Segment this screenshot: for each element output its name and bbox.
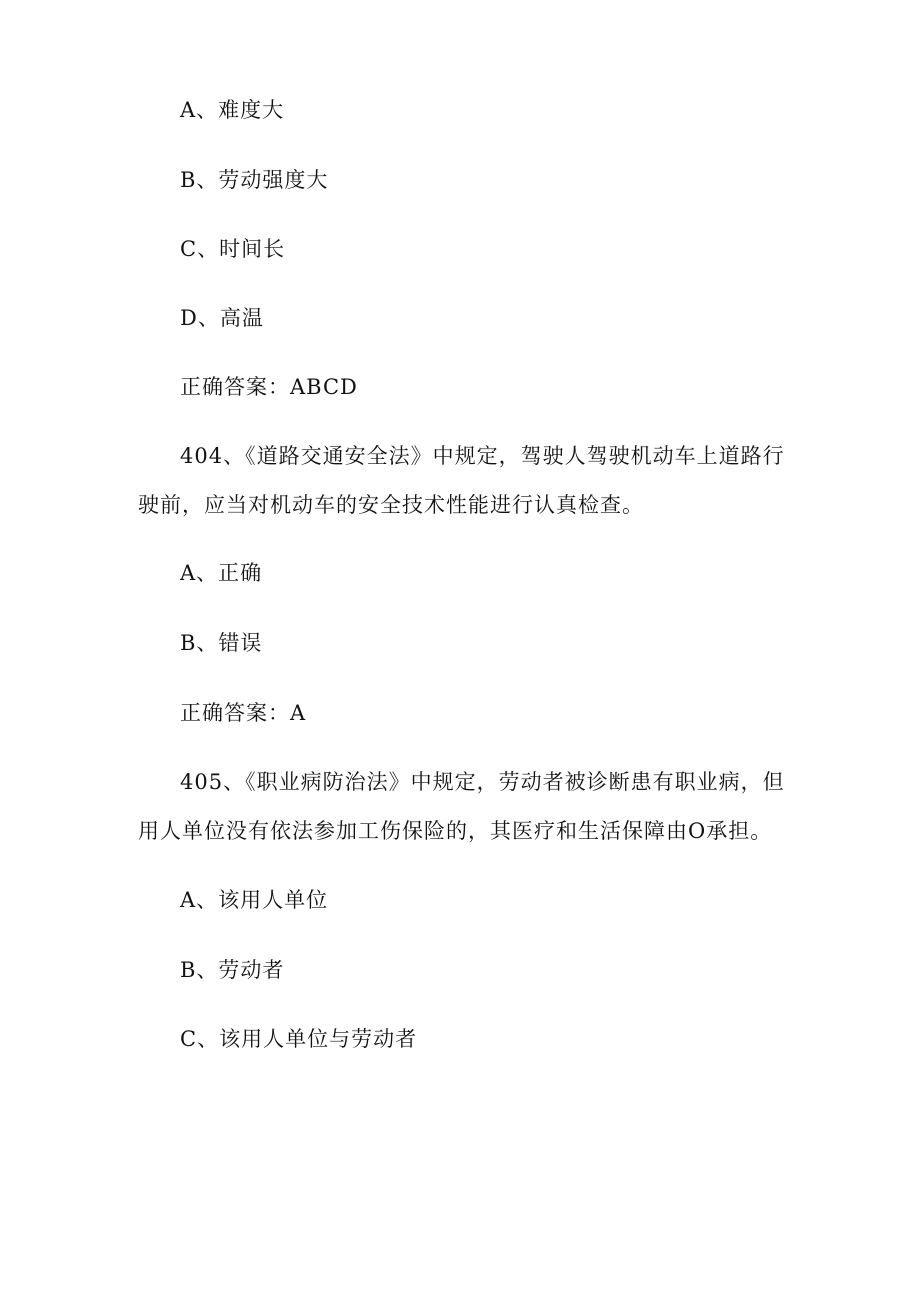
option-a: A、正确 <box>180 561 263 585</box>
question-text-line-1: 404、《道路交通安全法》中规定，驾驶人驾驶机动车上道路行 <box>180 444 785 468</box>
option-c: C、该用人单位与劳动者 <box>180 1027 418 1051</box>
option-b: B、劳动者 <box>180 958 285 982</box>
option-c: C、时间长 <box>180 237 286 261</box>
correct-answer: 正确答案：ABCD <box>180 375 358 399</box>
question-text-line-2: 用人单位没有依法参加工伤保险的，其医疗和生活保障由O承担。 <box>138 819 773 843</box>
option-b: B、劳动强度大 <box>180 168 329 192</box>
option-b: B、错误 <box>180 631 263 655</box>
option-a: A、该用人单位 <box>180 888 329 912</box>
option-d: D、高温 <box>180 306 264 330</box>
question-text-line-2: 驶前，应当对机动车的安全技术性能进行认真检查。 <box>138 493 644 517</box>
question-text-line-1: 405、《职业病防治法》中规定，劳动者被诊断患有职业病，但 <box>180 770 785 794</box>
option-a: A、难度大 <box>180 98 285 122</box>
correct-answer: 正确答案：A <box>180 701 307 725</box>
